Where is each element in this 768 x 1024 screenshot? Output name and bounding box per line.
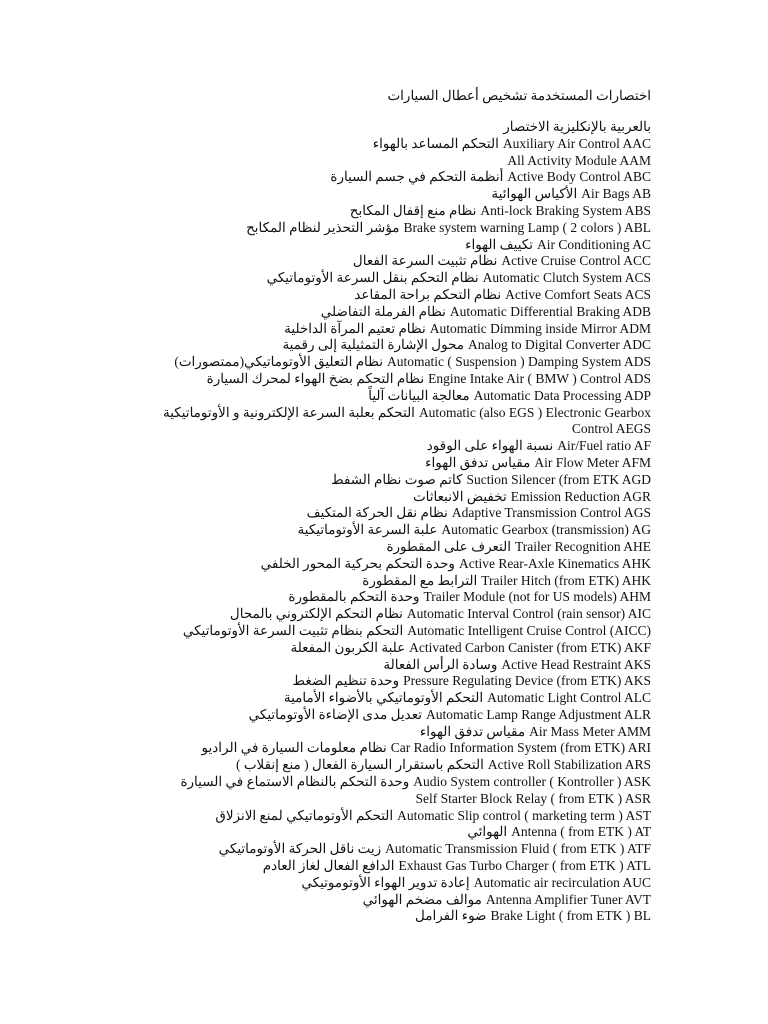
abbreviation-entry — [91, 724, 651, 741]
english-term-abbreviation: Adaptive Transmission Control AGS — [451, 505, 651, 521]
english-term-abbreviation: Antenna ( from ETK ) AT — [511, 824, 651, 840]
abbreviation-entry — [91, 169, 651, 186]
arabic-term: نظام تعتيم المرآة الداخلية — [284, 320, 426, 336]
abbreviation-entry — [91, 589, 651, 606]
arabic-term: نظام منع إقفال المكابح — [349, 202, 477, 218]
abbreviation-entry — [91, 740, 651, 757]
abbreviation-entry — [91, 539, 651, 556]
english-term-abbreviation: Automatic Dimming inside Mirror ADM — [429, 320, 651, 336]
arabic-term: نظام الفرملة التفاضلي — [320, 303, 446, 319]
arabic-term: زيت ناقل الحركة الأوتوماتيكي — [218, 841, 382, 857]
abbreviation-entry — [91, 707, 651, 724]
abbreviation-entry — [91, 841, 651, 858]
abbreviation-entry — [91, 203, 651, 220]
abbreviation-entry — [91, 522, 651, 539]
arabic-term: وسادة الرأس الفعالة — [383, 656, 498, 672]
abbreviation-entry — [91, 220, 651, 237]
arabic-term: الدافع الفعال لغاز العادم — [262, 858, 395, 874]
arabic-term: نظام التحكم الإلكتروني بالمحال — [229, 606, 403, 622]
arabic-term: تكييف الهواء — [465, 236, 533, 252]
english-term-abbreviation: Car Radio Information System (from ETK) ARI — [390, 740, 651, 756]
arabic-term: علبة السرعة الأوتوماتيكية — [297, 522, 438, 538]
english-term-abbreviation: Auxiliary Air Control AAC — [502, 135, 651, 151]
english-term-abbreviation: Air Flow Meter AFM — [534, 454, 651, 470]
english-term-abbreviation: Automatic Slip control ( marketing term ) AST — [397, 807, 651, 823]
english-term-abbreviation: Engine Intake Air ( BMW ) Control ADS — [428, 370, 651, 386]
arabic-term: نظام معلومات السيارة في الراديو — [201, 740, 387, 756]
english-term-abbreviation: Active Cruise Control ACC — [501, 253, 651, 269]
abbreviation-entry — [91, 757, 651, 774]
english-term-abbreviation: Automatic Light Control ALC — [487, 690, 651, 706]
english-term-abbreviation: Air Bags AB — [581, 186, 651, 202]
english-term-abbreviation: Brake Light ( from ETK ) BL — [490, 908, 651, 924]
english-term-abbreviation: Air Conditioning AC — [536, 236, 651, 252]
english-term-abbreviation: Automatic Transmission Fluid ( from ETK ) ATF — [385, 841, 651, 857]
abbreviation-entry — [91, 270, 651, 287]
arabic-term: وحدة التحكم بحركية المحور الخلفي — [260, 555, 455, 571]
abbreviation-entry — [91, 640, 651, 657]
abbreviation-entry — [91, 438, 651, 455]
english-term-abbreviation: Automatic Gearbox (transmission) AG — [441, 522, 651, 538]
english-term-abbreviation: Trailer Recognition AHE — [515, 538, 651, 554]
abbreviation-entry — [91, 791, 651, 808]
english-term-abbreviation: Automatic Lamp Range Adjustment ALR — [426, 706, 651, 722]
abbreviation-entry — [91, 472, 651, 489]
english-term-abbreviation: Active Rear-Axle Kinematics AHK — [458, 555, 651, 571]
entry-continuation: Control AEGS — [571, 421, 651, 437]
arabic-term: نظام التحكم براحة المقاعد — [354, 286, 502, 302]
abbreviation-entry — [91, 153, 651, 170]
arabic-term: تخفيض الانبعاثات — [412, 488, 507, 504]
english-term-abbreviation: Air Mass Meter AMM — [529, 723, 651, 739]
arabic-term: موالف مضخم الهوائي — [362, 891, 482, 907]
abbreviation-entry — [91, 136, 651, 153]
arabic-term: محول الإشارة التمثيلية إلى رقمية — [282, 337, 465, 353]
english-term-abbreviation: Active Comfort Seats ACS — [505, 286, 651, 302]
arabic-term: مقياس تدفق الهواء — [419, 723, 526, 739]
arabic-term: الهوائي — [467, 824, 508, 840]
english-term-abbreviation: Antenna Amplifier Tuner AVT — [485, 891, 651, 907]
english-term-abbreviation: Exhaust Gas Turbo Charger ( from ETK ) ATL — [398, 858, 651, 874]
abbreviation-entry — [91, 253, 651, 270]
abbreviation-entry — [91, 405, 651, 422]
english-term-abbreviation: Automatic Differential Braking ADB — [449, 303, 651, 319]
english-term-abbreviation: Automatic ( Suspension ) Damping System ADS — [387, 354, 651, 370]
abbreviation-entry — [91, 623, 651, 640]
arabic-term: التحكم المساعد بالهواء — [372, 135, 499, 151]
arabic-term: وحدة التحكم بالمقطورة — [288, 589, 420, 605]
arabic-term: تعديل مدى الإضاءة الأوتوماتيكي — [248, 706, 423, 722]
arabic-term: كاتم صوت نظام الشفط — [331, 471, 463, 487]
english-term-abbreviation: Emission Reduction AGR — [510, 488, 651, 504]
abbreviation-entry — [91, 606, 651, 623]
abbreviation-entry — [91, 186, 651, 203]
abbreviation-entry — [91, 858, 651, 875]
abbreviation-entry — [91, 505, 651, 522]
arabic-term: الترابط مع المقطورة — [362, 572, 478, 588]
english-term-abbreviation: Audio System controller ( Kontroller ) ASK — [413, 774, 651, 790]
arabic-term: نظام التحكم بضخ الهواء لمحرك السيارة — [206, 370, 425, 386]
arabic-term: نظام تثبيت السرعة الفعال — [352, 253, 498, 269]
english-term-abbreviation: Anti-lock Braking System ABS — [480, 202, 651, 218]
document-title: اختصارات المستخدمة تشخيص أعطال السيارات — [387, 88, 651, 103]
arabic-term: أنظمة التحكم في جسم السيارة — [330, 169, 504, 185]
english-term-abbreviation: All Activity Module AAM — [507, 152, 651, 168]
abbreviation-entry — [91, 690, 651, 707]
arabic-term: التحكم الأوتوماتيكي بالأضواء الأمامية — [283, 690, 484, 706]
arabic-term: نظام نقل الحركة المتكيف — [306, 505, 448, 521]
arabic-term: التحكم بعلبة السرعة الإلكترونية و الأوتوماتيكية — [162, 404, 415, 420]
english-term-abbreviation: Brake system warning Lamp ( 2 colors ) ABL — [403, 219, 651, 235]
arabic-term: إعادة تدوير الهواء الأوتوموتيكي — [301, 874, 470, 890]
english-term-abbreviation: Automatic Interval Control (rain sensor) AIC — [406, 606, 651, 622]
abbreviation-entry — [91, 573, 651, 590]
arabic-term: نظام التعليق الأوتوماتيكي(ممتصورات) — [174, 354, 383, 370]
abbreviation-entry — [91, 774, 651, 791]
abbreviation-entry — [91, 808, 651, 825]
arabic-term: الأكياس الهوائية — [491, 186, 578, 202]
english-term-abbreviation: Suction Silencer (from ETK AGD — [466, 471, 651, 487]
abbreviation-entry — [91, 673, 651, 690]
english-term-abbreviation: Analog to Digital Converter ADC — [468, 337, 651, 353]
english-term-abbreviation: Automatic Clutch System ACS — [482, 270, 651, 286]
abbreviation-entry — [91, 237, 651, 254]
arabic-term: معالجة البيانات آلياً — [368, 387, 470, 403]
abbreviation-entry — [91, 657, 651, 674]
abbreviation-entry — [91, 371, 651, 388]
abbreviation-entry — [91, 287, 651, 304]
abbreviation-entry — [91, 337, 651, 354]
english-term-abbreviation: Trailer Hitch (from ETK) AHK — [481, 572, 651, 588]
english-term-abbreviation: Active Head Restraint AKS — [501, 656, 651, 672]
english-term-abbreviation: Automatic (also EGS ) Electronic Gearbox — [418, 404, 651, 420]
arabic-term: التحكم باستقرار السيارة الفعال ( منع إنقلاب ) — [235, 757, 484, 773]
english-term-abbreviation: Active Roll Stabilization ARS — [487, 757, 651, 773]
arabic-term: وحدة التحكم بالنظام الاستماع في السيارة — [180, 774, 410, 790]
arabic-term: مؤشر التحذير لنظام المكابح — [246, 219, 400, 235]
english-term-abbreviation: Pressure Regulating Device (from ETK) AKS — [403, 673, 651, 689]
arabic-term: التحكم بنظام تثبيت السرعة الأوتوماتيكي — [182, 622, 404, 638]
abbreviation-entry — [91, 824, 651, 841]
english-term-abbreviation: Automatic air recirculation AUC — [473, 874, 651, 890]
abbreviation-entry — [91, 892, 651, 909]
english-term-abbreviation: Trailer Module (not for US models) AHM — [423, 589, 651, 605]
abbreviation-entry — [91, 489, 651, 506]
abbreviation-entry — [91, 304, 651, 321]
arabic-term: وحدة تنظيم الضغط — [292, 673, 400, 689]
abbreviation-entry — [91, 875, 651, 892]
arabic-term: التحكم الأوتوماتيكي لمنع الانزلاق — [215, 807, 394, 823]
abbreviation-entry — [91, 556, 651, 573]
abbreviations-document — [91, 86, 651, 925]
arabic-term: علبة الكربون المفعلة — [290, 639, 406, 655]
english-term-abbreviation: Activated Carbon Canister (from ETK) AKF — [409, 639, 651, 655]
english-term-abbreviation: Air/Fuel ratio AF — [557, 438, 651, 454]
column-header-line: بالعربية بالإنكليزية الاختصار — [503, 119, 651, 134]
abbreviation-list — [91, 136, 651, 925]
abbreviation-entry — [91, 354, 651, 371]
abbreviation-entry — [91, 455, 651, 472]
arabic-term: نسبة الهواء على الوقود — [426, 438, 554, 454]
english-term-abbreviation: Active Body Control ABC — [507, 169, 651, 185]
english-term-abbreviation: Self Starter Block Relay ( from ETK ) ASR — [415, 790, 651, 806]
arabic-term: مقياس تدفق الهواء — [425, 454, 531, 470]
english-term-abbreviation: Automatic Data Processing ADP — [473, 387, 651, 403]
english-term-abbreviation: Automatic Intelligent Cruise Control (AICC) — [407, 622, 651, 638]
arabic-term: التعرف على المقطورة — [386, 538, 511, 554]
arabic-term: ضوء الفرامل — [415, 908, 487, 924]
abbreviation-entry — [91, 321, 651, 338]
abbreviation-entry — [91, 908, 651, 925]
abbreviation-entry — [91, 388, 651, 405]
arabic-term: نظام التحكم بنقل السرعة الأوتوماتيكي — [266, 270, 479, 286]
